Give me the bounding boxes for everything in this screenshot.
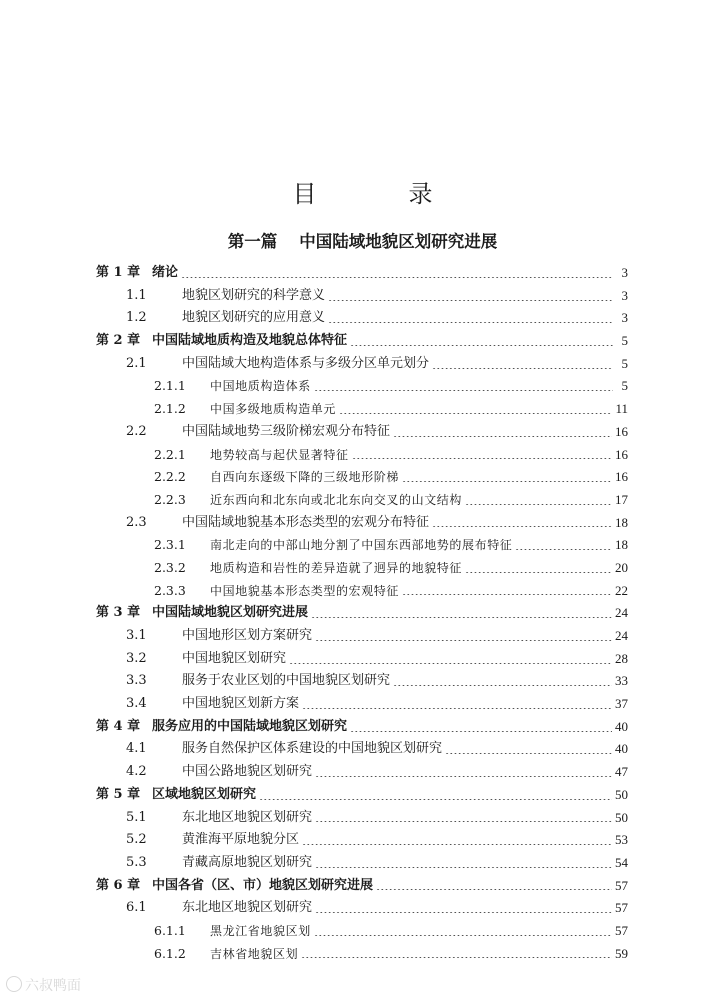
- toc-page-number: 53: [615, 832, 628, 848]
- toc-page-number: 18: [615, 514, 628, 530]
- toc-title: 服务自然保护区体系建设的中国地貌区划研究: [182, 741, 443, 757]
- toc-leader-dots: [314, 935, 612, 936]
- toc-leader-dots: [402, 481, 612, 482]
- toc-leader-dots: [328, 300, 613, 301]
- toc-entry-section[interactable]: [96, 353, 628, 376]
- watermark-icon: [6, 976, 22, 992]
- watermark: [6, 975, 81, 995]
- toc-entry-sub[interactable]: [96, 580, 628, 603]
- toc-entry-section[interactable]: [96, 852, 628, 875]
- toc-entry-chapter[interactable]: [96, 330, 628, 353]
- toc-leader-dots: [393, 436, 612, 437]
- toc-page-number: 16: [615, 423, 628, 439]
- toc-title: 中国各省（区、市）地貌区划研究进展: [152, 877, 374, 893]
- toc-leader-dots: [328, 322, 613, 323]
- toc-title: 地貌区划研究的应用意义: [182, 310, 326, 326]
- toc-page-number: 24: [615, 605, 628, 621]
- toc-number: 6.1.2: [154, 945, 186, 961]
- toc-title: 中国公路地貌区划研究: [182, 764, 313, 780]
- toc-leader-dots: [465, 504, 612, 505]
- toc-number: 5.2: [126, 832, 147, 848]
- toc-entry-section[interactable]: [96, 761, 628, 784]
- toc-leader-dots: [315, 912, 612, 913]
- toc-page-number: 37: [615, 696, 628, 712]
- toc-number: 2.3.2: [154, 559, 186, 575]
- toc-page-number: 20: [615, 559, 628, 575]
- toc-leader-dots: [181, 277, 613, 278]
- toc-entry-section[interactable]: [96, 307, 628, 330]
- toc-leader-dots: [259, 799, 612, 800]
- toc-leader-dots: [352, 458, 612, 459]
- toc-title: 东北地区地貌区划研究: [182, 900, 313, 916]
- toc-page-number: 3: [621, 287, 628, 303]
- toc-entry-section[interactable]: [96, 738, 628, 761]
- toc-leader-dots: [311, 617, 612, 618]
- toc-leader-dots: [314, 390, 613, 391]
- toc-title: 自西向东逐级下降的三级地形阶梯: [210, 470, 400, 485]
- toc-page-number: 57: [615, 877, 628, 893]
- toc-number: 第 2 章: [96, 333, 141, 349]
- toc-title: 绪论: [152, 265, 179, 280]
- toc-leader-dots: [315, 821, 612, 822]
- toc-number: 1.2: [126, 310, 147, 326]
- toc-leader-dots: [465, 572, 612, 573]
- toc-leader-dots: [302, 844, 612, 845]
- toc-page-number: 24: [615, 628, 628, 643]
- toc-entry-section[interactable]: [96, 512, 628, 535]
- toc-page-number: 3: [621, 310, 628, 326]
- toc-number: 2.1.1: [154, 378, 186, 394]
- toc-leader-dots: [432, 368, 613, 369]
- toc-leader-dots: [402, 594, 612, 595]
- toc-entry-sub[interactable]: [96, 444, 628, 467]
- toc-title: 中国地貌区划研究: [182, 650, 287, 666]
- toc-entry-sub[interactable]: [96, 943, 628, 966]
- toc-number: 2.2.2: [154, 469, 186, 485]
- toc-number: 3.1: [126, 628, 147, 643]
- toc-number: 2.2: [126, 423, 147, 439]
- toc-number: 2.3.1: [154, 537, 186, 553]
- toc-entry-section[interactable]: [96, 625, 628, 648]
- table-of-contents: [96, 262, 628, 965]
- toc-entry-sub[interactable]: [96, 398, 628, 421]
- toc-number: 第 4 章: [96, 718, 141, 734]
- toc-entry-section[interactable]: [96, 421, 628, 444]
- toc-title: 近东西向和北东向或北北东向交叉的山文结构: [210, 492, 463, 507]
- toc-number: 2.1: [126, 355, 147, 371]
- toc-entry-sub[interactable]: [96, 375, 628, 398]
- toc-title: 区域地貌区划研究: [152, 786, 257, 802]
- toc-number: 2.2.1: [154, 446, 186, 462]
- toc-page-number: 3: [621, 265, 628, 280]
- toc-entry-section[interactable]: [96, 285, 628, 308]
- toc-entry-chapter[interactable]: [96, 716, 628, 739]
- toc-number: 6.1: [126, 900, 147, 916]
- toc-leader-dots: [301, 957, 612, 958]
- toc-title: 地质构造和岩性的差异造就了迥异的地貌特征: [210, 560, 463, 575]
- toc-page-number: 5: [621, 378, 628, 394]
- toc-number: 6.1.1: [154, 922, 186, 938]
- toc-number: 4.1: [126, 741, 147, 757]
- toc-title: 地貌区划研究的科学意义: [182, 287, 326, 303]
- toc-page-number: 17: [615, 491, 628, 507]
- watermark-text: 六叔鸭面: [25, 978, 81, 994]
- toc-entry-section[interactable]: [96, 829, 628, 852]
- toc-number: 5.3: [126, 854, 147, 870]
- toc-number: 第 1 章: [96, 265, 141, 280]
- toc-number: 3.3: [126, 673, 147, 689]
- toc-number: 第 5 章: [96, 786, 141, 802]
- toc-title: 中国地貌基本形态类型的宏观特征: [210, 583, 400, 598]
- part-title: 中国陆域地貌区划研究进展: [299, 232, 498, 251]
- toc-entry-chapter[interactable]: [96, 784, 628, 807]
- toc-entry-sub[interactable]: [96, 534, 628, 557]
- toc-leader-dots: [339, 413, 612, 414]
- toc-leader-dots: [376, 889, 612, 890]
- toc-title: 中国陆域地貌基本形态类型的宏观分布特征: [182, 514, 430, 530]
- toc-leader-dots: [302, 708, 612, 709]
- toc-entry-section[interactable]: [96, 693, 628, 716]
- toc-number: 第 6 章: [96, 877, 141, 893]
- toc-page-number: 50: [615, 786, 628, 802]
- toc-entry-sub[interactable]: [96, 920, 628, 943]
- toc-entry-chapter[interactable]: [96, 602, 628, 625]
- toc-leader-dots: [289, 663, 612, 664]
- toc-entry-section[interactable]: [96, 648, 628, 671]
- toc-entry-chapter[interactable]: [96, 262, 628, 285]
- toc-number: 3.4: [126, 696, 147, 712]
- toc-number: 第 3 章: [96, 605, 141, 621]
- toc-page-number: 11: [615, 401, 628, 417]
- toc-page-number: 57: [615, 900, 628, 916]
- toc-leader-dots: [315, 640, 612, 641]
- toc-page-number: 33: [615, 673, 628, 689]
- toc-entry-section[interactable]: [96, 670, 628, 693]
- toc-entry-sub[interactable]: [96, 557, 628, 580]
- toc-number: 3.2: [126, 650, 147, 666]
- toc-page-number: 16: [615, 446, 628, 462]
- toc-page-number: 28: [615, 650, 628, 666]
- toc-entry-chapter[interactable]: [96, 875, 628, 898]
- toc-number: 2.3.3: [154, 582, 186, 598]
- toc-title: 青藏高原地貌区划研究: [182, 854, 313, 870]
- toc-title: 服务应用的中国陆域地貌区划研究: [152, 718, 348, 734]
- toc-title: 黑龙江省地貌区划: [210, 923, 311, 938]
- toc-leader-dots: [315, 776, 612, 777]
- toc-page-number: 22: [615, 582, 628, 598]
- toc-title: 中国地形区划方案研究: [182, 628, 313, 643]
- toc-leader-dots: [350, 731, 612, 732]
- toc-number: 4.2: [126, 764, 147, 780]
- toc-page-number: 54: [615, 854, 628, 870]
- toc-page-number: 47: [615, 764, 628, 780]
- toc-page-number: 18: [615, 537, 628, 553]
- toc-page-number: 40: [615, 741, 628, 757]
- toc-title: 中国地质构造体系: [210, 379, 311, 394]
- toc-leader-dots: [432, 526, 612, 527]
- toc-title: 中国多级地质构造单元: [210, 402, 337, 417]
- toc-page-number: 40: [615, 718, 628, 734]
- toc-page-number: 57: [615, 922, 628, 938]
- toc-number: 2.3: [126, 514, 147, 530]
- part-label: 第一篇: [227, 232, 278, 251]
- toc-page-number: 59: [615, 945, 628, 961]
- toc-title: 吉林省地貌区划: [210, 946, 299, 961]
- page-title: 目 录: [292, 180, 467, 208]
- toc-page-number: 16: [615, 469, 628, 485]
- toc-entry-sub[interactable]: [96, 489, 628, 512]
- toc-leader-dots: [445, 753, 612, 754]
- toc-entry-sub[interactable]: [96, 466, 628, 489]
- toc-title: 中国陆域大地构造体系与多级分区单元划分: [182, 355, 430, 371]
- toc-title: 服务于农业区划的中国地貌区划研究: [182, 673, 391, 689]
- toc-entry-section[interactable]: [96, 897, 628, 920]
- toc-title: 东北地区地貌区划研究: [182, 809, 313, 825]
- toc-page-number: 5: [621, 333, 628, 349]
- part-heading: [0, 228, 725, 252]
- toc-title: 中国陆域地质构造及地貌总体特征: [152, 333, 348, 349]
- toc-title: 中国地貌区划新方案: [182, 696, 300, 712]
- toc-number: 1.1: [126, 287, 147, 303]
- toc-title: 中国陆域地貌区划研究进展: [152, 605, 309, 621]
- toc-page-number: 50: [615, 809, 628, 825]
- toc-leader-dots: [315, 867, 612, 868]
- toc-number: 2.1.2: [154, 401, 186, 417]
- toc-leader-dots: [393, 685, 612, 686]
- toc-number: 2.2.3: [154, 491, 186, 507]
- toc-number: 5.1: [126, 809, 147, 825]
- toc-title: 南北走向的中部山地分割了中国东西部地势的展布特征: [210, 538, 513, 553]
- toc-title: 中国陆域地势三级阶梯宏观分布特征: [182, 423, 391, 439]
- toc-title: 黄淮海平原地貌分区: [182, 832, 300, 848]
- toc-page-number: 5: [621, 355, 628, 371]
- toc-leader-dots: [515, 549, 612, 550]
- toc-leader-dots: [350, 345, 613, 346]
- toc-title: 地势较高与起伏显著特征: [210, 447, 349, 462]
- toc-entry-section[interactable]: [96, 807, 628, 830]
